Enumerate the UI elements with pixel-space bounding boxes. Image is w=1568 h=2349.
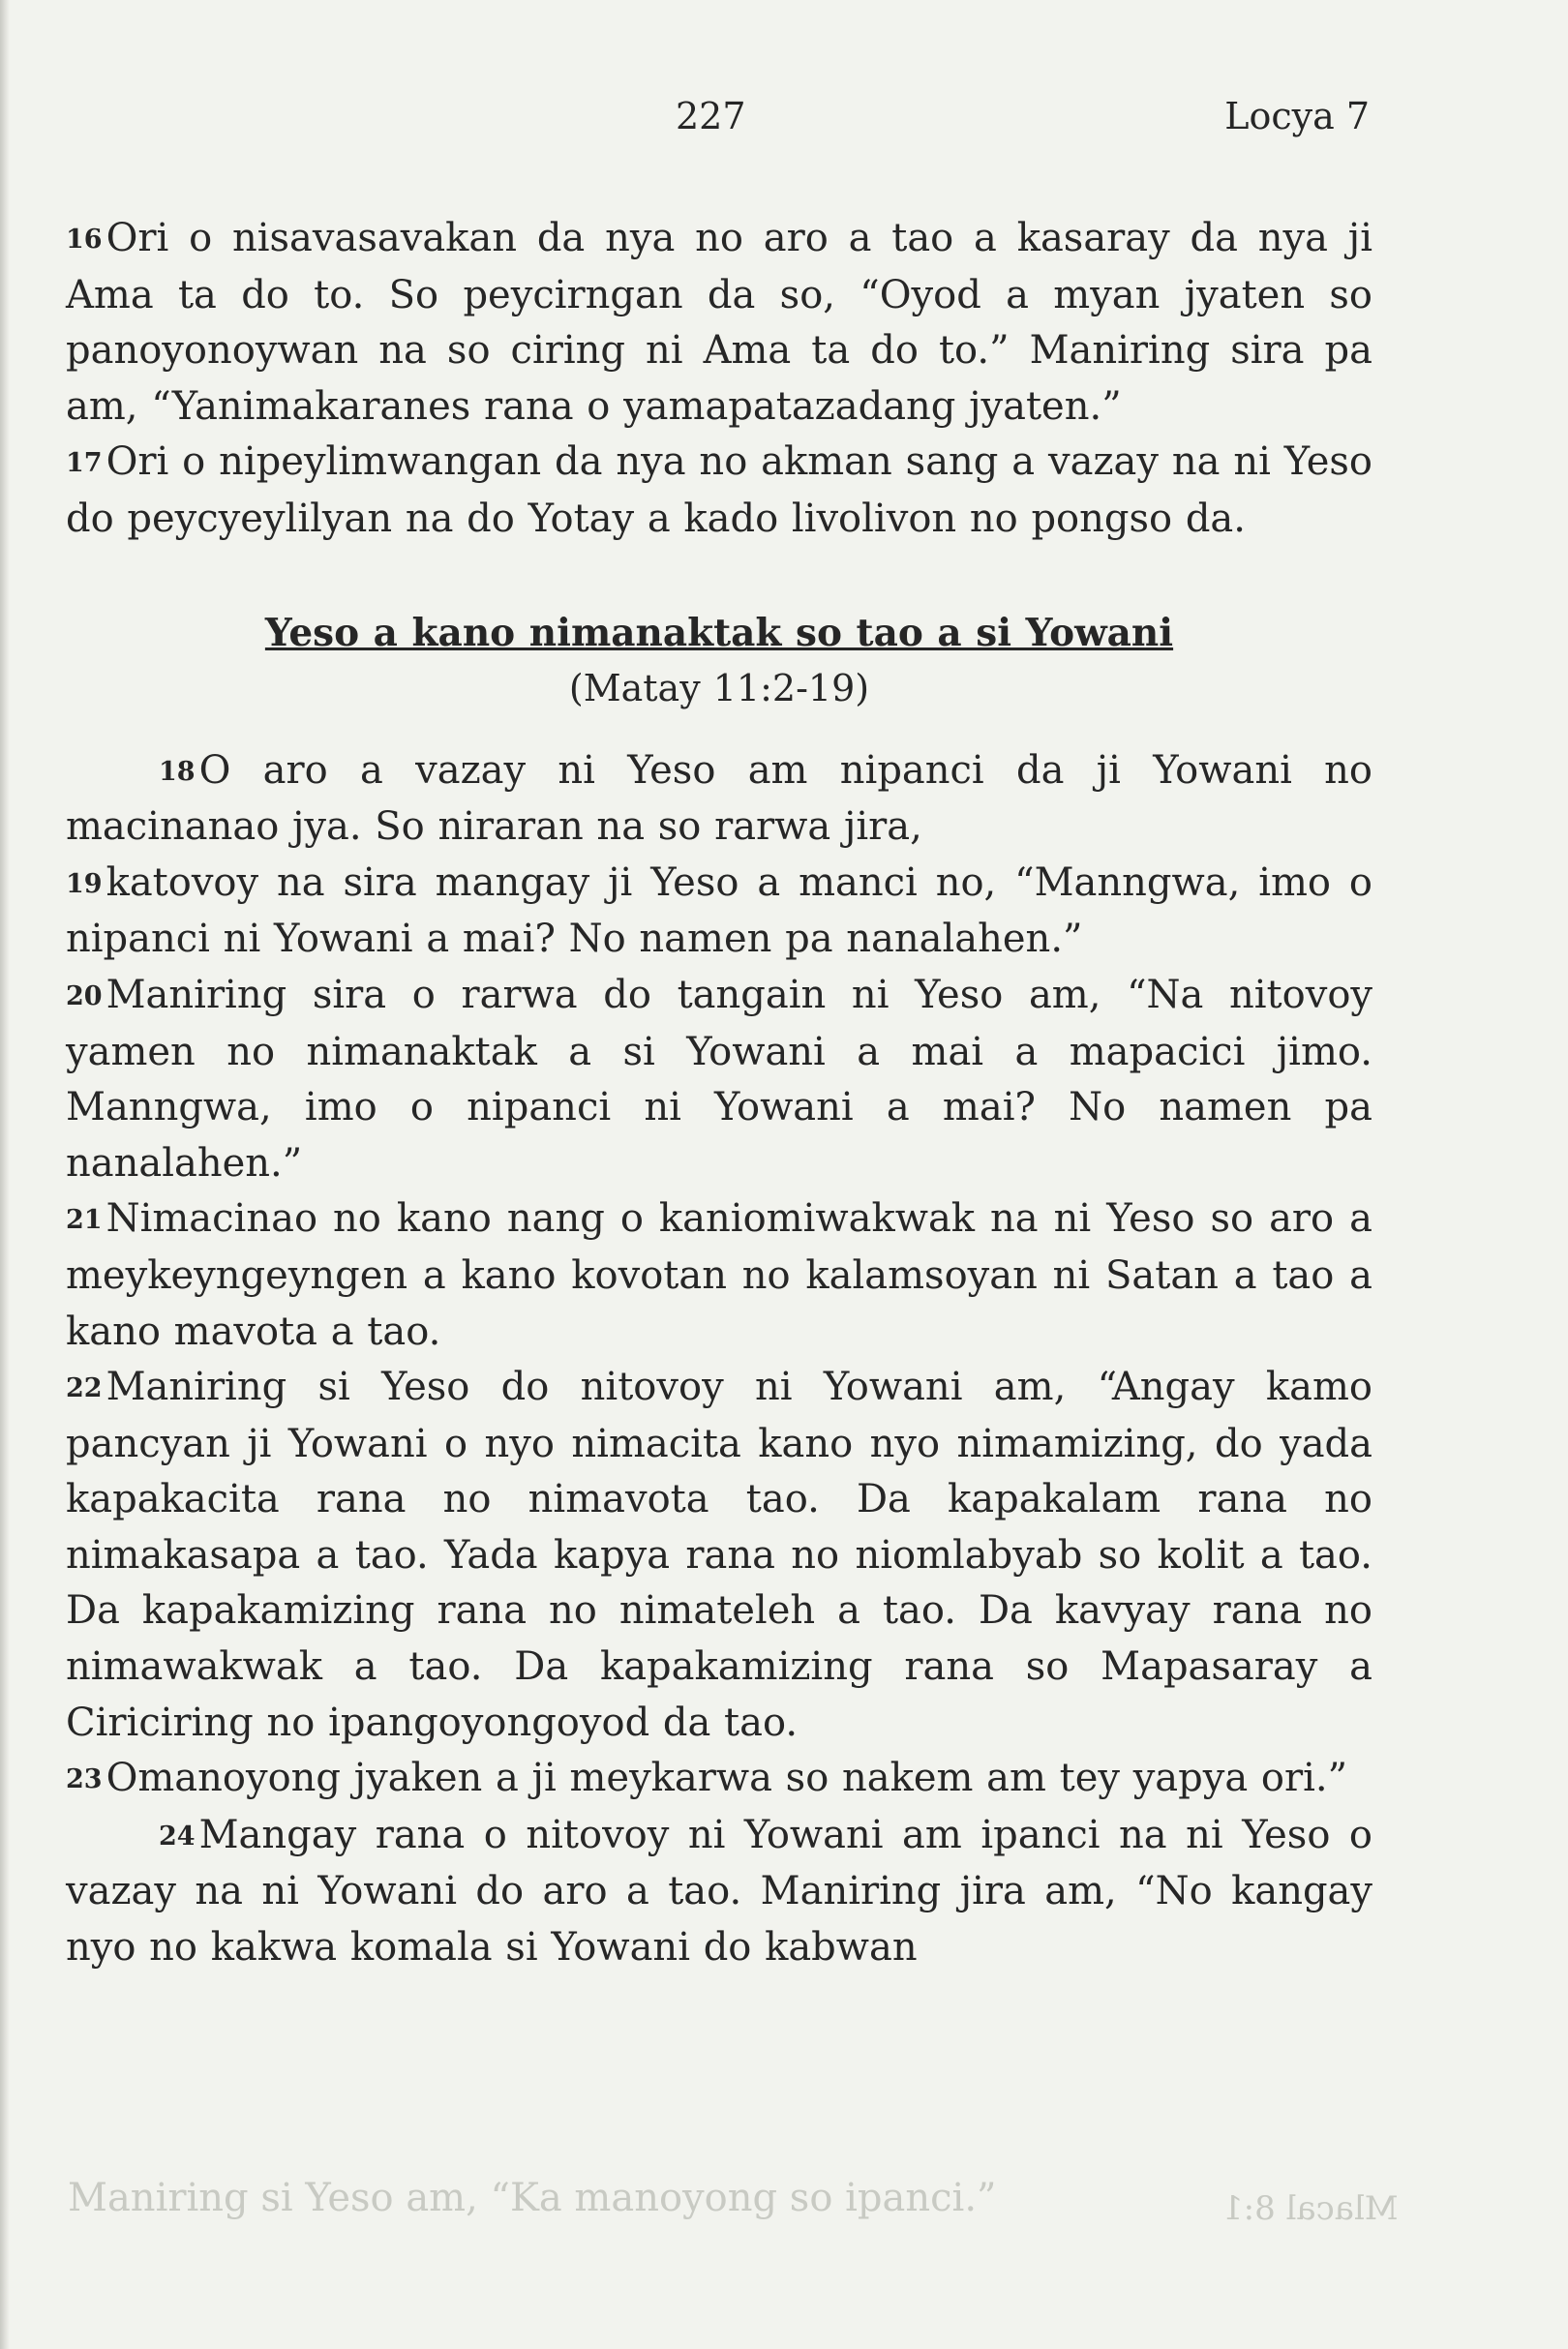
verse-22 <box>66 1360 1372 1751</box>
verse-text: Maniring sira o rarwa do tangain ni Yeso am, “Na nitovoy yamen no nimanaktak a si Yowani a mai a mapacici jimo. Manngwa, imo o nipanci ni Yowani a mai? No namen pa nanalahen.” <box>66 972 1372 1186</box>
verse-text: Maniring si Yeso do nitovoy ni Yowani am, “Angay kamo pancyan ji Yowani o nyo nimacita kano nyo nimamizing, do yada kapakacita rana no nimavota tao. Da kapakalam rana no nimakasapa a tao. Yada kapya rana no niomlabyab so kolit a tao. Da kapakamizing rana no nimateleh a tao. Da kavyay rana no nimawakwak a tao. Da kapakamizing rana so Mapasaray a Ciriciring no ipangoyongoyod da tao. <box>66 1365 1372 1745</box>
verse-20 <box>66 968 1372 1191</box>
verse-19 <box>66 856 1372 968</box>
verse-text: Omanoyong jyaken a ji meykarwa so nakem am tey yapya ori.” <box>106 1756 1348 1801</box>
verse-number: 23 <box>66 1764 103 1795</box>
verse-18 <box>66 743 1372 856</box>
running-head <box>0 95 1568 143</box>
verse-23 <box>66 1751 1372 1808</box>
page-binding-edge <box>0 0 10 2349</box>
verse-text: Ori o nisavasavakan da nya no aro a tao a kasaray da nya ji Ama ta do to. So peycirngan da so, “Oyod a myan jyaten so panoyonoywan na so ciring ni Ama ta do to.” Maniring sira pa am, “Yanimakaranes rana o yamapatazadang jyaten.” <box>66 216 1372 429</box>
book-chapter-title: Locya 7 <box>1224 95 1370 137</box>
show-through-text: Maniring si Yeso am, “Ka manoyong so ipanci.” <box>68 2176 997 2220</box>
verse-text: O aro a vazay ni Yeso am nipanci da ji Yowani no macinanao jya. So niraran na so rarwa jira, <box>66 747 1372 850</box>
section-heading <box>66 606 1372 661</box>
verse-16 <box>66 211 1372 435</box>
verse-24 <box>66 1808 1372 1976</box>
verse-text: Mangay rana o nitovoy ni Yowani am ipanci na ni Yeso o vazay na ni Yowani do aro a tao. Maniring jira am, “No kangay nyo no kakwa komala si Yowani do kabwan <box>66 1812 1372 1971</box>
body-text <box>66 211 1372 1976</box>
section-reference: (Matay 11:2-19) <box>568 666 870 709</box>
verse-text: Nimacinao no kano nang o kaniomiwakwak na ni Yeso so aro a meykeyngeyngen a kano kovotan no kalamsoyan ni Satan a tao a kano mavota a tao. <box>66 1196 1372 1354</box>
section-heading-text: Yeso a kano nimanaktak so tao a si Yowani <box>264 610 1174 655</box>
verse-text: katovoy na sira mangay ji Yeso a manci no, “Manngwa, imo o nipanci ni Yowani a mai? No namen pa nanalahen.” <box>66 859 1372 962</box>
verse-number: 20 <box>66 980 103 1011</box>
verse-number: 24 <box>159 1821 196 1852</box>
show-through-reference: Mlacal 8:1 <box>1222 2189 1399 2228</box>
verse-number: 18 <box>159 756 196 787</box>
verse-number: 22 <box>66 1373 103 1404</box>
verse-text: Ori o nipeylimwangan da nya no akman sang a vazay na ni Yeso do peycyeylilyan na do Yotay a kado livolivon no pongso da. <box>66 439 1372 541</box>
verse-number: 16 <box>66 225 103 255</box>
verse-number: 17 <box>66 448 103 479</box>
verse-17 <box>66 435 1372 547</box>
verse-number: 21 <box>66 1205 103 1236</box>
verse-number: 19 <box>66 868 103 899</box>
page-number: 227 <box>676 95 746 137</box>
verse-21 <box>66 1191 1372 1360</box>
